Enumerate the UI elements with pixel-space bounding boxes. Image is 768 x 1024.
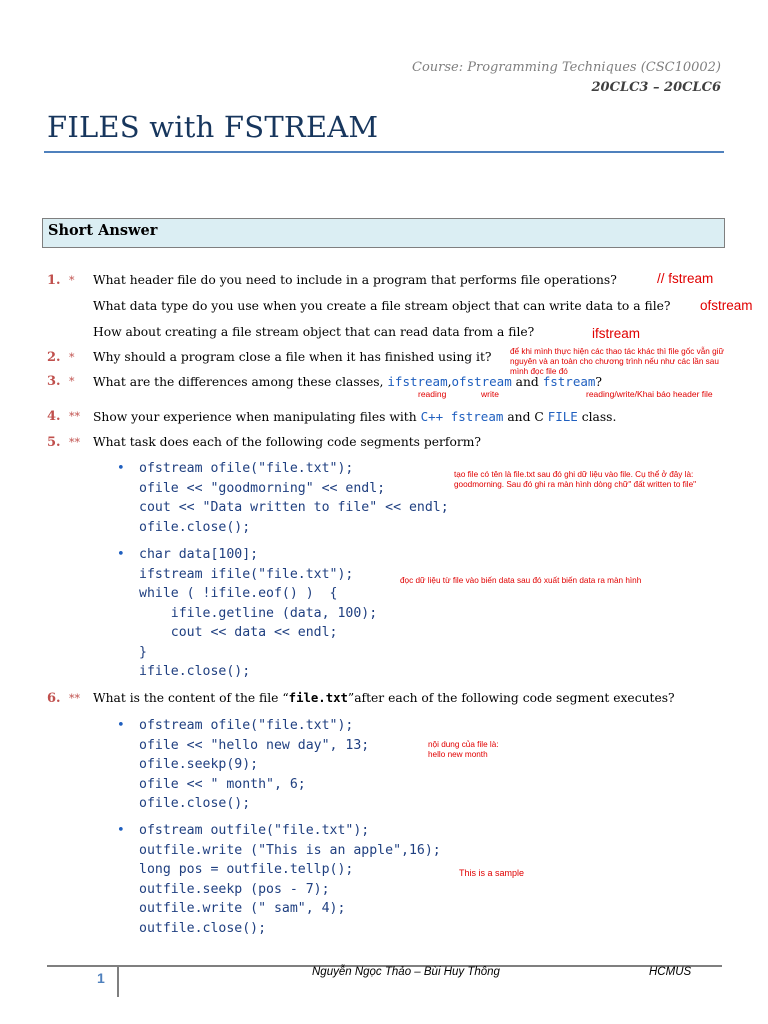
q3-note-header: reading/write/Khai báo header file [586, 389, 713, 399]
q5-note-1-line2: goodmorning. Sau đó ghi ra màn hình dòng chữ" đất written to file" [454, 480, 697, 489]
q5-text: What task does each of the following code segments perform? [93, 435, 482, 449]
q4-file: FILE [547, 409, 578, 424]
q6-note-2: This is a sample [459, 868, 525, 878]
q4-cpp-fstream: C++ fstream [420, 409, 504, 424]
q6-code-1: ofstream ofile("file.txt"); ofile << "hello new day", 13; ofile.seekp(9); ofile << " month", 6; ofile.close(); [139, 718, 370, 811]
page-title: FILES with FSTREAM [47, 110, 379, 144]
q6-note-1-line2: hello new month [428, 750, 488, 759]
q3-text-main: What are the differences among these classes, [93, 375, 384, 389]
q4-text [93, 409, 616, 424]
q2-answer-line3: mình đọc file đó [510, 367, 568, 376]
q1-answer1: // fstream [657, 271, 714, 286]
q1-answer2: ofstream [700, 298, 753, 313]
q6-note-1 [428, 740, 499, 760]
q3-star: * [69, 375, 75, 388]
footer-school: HCMUS [649, 966, 692, 978]
q1-answer3: ifstream [592, 326, 641, 341]
q2-number: 2. [47, 350, 61, 365]
q3-text [93, 374, 602, 389]
q1-line1: What header file do you need to include in a program that performs file operations? [93, 273, 617, 287]
q6-star: ** [69, 692, 80, 705]
q5-code-2: char data[100]; ifstream ifile("file.txt"); while ( !ifile.eof() ) { ifile.getline (data, 100); cout << data << endl; } ifile.close(); [139, 547, 378, 679]
q5-note-2: đọc dữ liệu từ file vào biến data sau đó xuất biến data ra màn hình [400, 576, 642, 585]
course-header [412, 58, 721, 98]
page-number: 1 [97, 970, 105, 986]
q5-bullet-2: • [117, 547, 125, 562]
q3-number: 3. [47, 374, 61, 389]
q4-text-main: Show your experience when manipulating files with [93, 410, 417, 424]
q6-filename: file.txt [288, 691, 348, 705]
q6-number: 6. [47, 691, 61, 706]
q6-bullet-2: • [117, 823, 125, 838]
q5-code-1: ofstream ofile("file.txt"); ofile << "goodmorning" << endl; cout << "Data written to file" << endl; ofile.close(); [139, 461, 449, 535]
course-name: Course: Programming Techniques (CSC10002) [412, 60, 721, 75]
q2-answer-line2: nguyên và an toàn cho chương trình nếu như các lần sau [510, 357, 719, 366]
q3-class-ofstream: ofstream [451, 374, 512, 389]
q3-note-reading: reading [418, 389, 447, 399]
q5-star: ** [69, 436, 80, 449]
q2-answer-line1: để khi mình thực hiện các thao tác khác thì file gốc vẫn giữ [510, 347, 724, 356]
q4-number: 4. [47, 409, 61, 424]
q6-note-1-line1: nội dung của file là: [428, 740, 499, 749]
q1-number: 1. [47, 273, 61, 288]
q5-note-1 [454, 470, 696, 490]
q6-bullet-1: • [117, 718, 125, 733]
q6-text-a: What is the content of the file “ [93, 691, 289, 705]
q4-star: ** [69, 410, 80, 423]
q1-line2: What data type do you use when you create a file stream object that can write data to a file? [93, 299, 671, 313]
q3-class-ifstream: ifstream [387, 374, 448, 389]
q1-star: * [69, 274, 75, 287]
q2-answer [510, 347, 724, 377]
q3-class-fstream: fstream [542, 374, 596, 389]
course-classes: 20CLC3 – 20CLC6 [591, 80, 721, 95]
q5-note-1-line1: tạo file có tên là file.txt sau đó ghi dữ liệu vào file. Cụ thể ở đây là: [454, 470, 694, 479]
q3-end: ? [595, 375, 602, 389]
q2-star: * [69, 351, 75, 364]
q3-and: and [515, 375, 539, 389]
q6-text [93, 691, 675, 705]
q4-end: class. [581, 410, 617, 424]
q4-and: and C [507, 410, 544, 424]
title-divider [44, 151, 724, 153]
q6-text-b: ”after each of the following code segment executes? [347, 691, 675, 705]
footer-authors: Nguyễn Ngọc Thảo – Bùi Huy Thông [312, 966, 500, 978]
q1-line3: How about creating a file stream object that can read data from a file? [93, 325, 535, 339]
q6-code-2: ofstream outfile("file.txt"); outfile.write ("This is an apple",16); long pos = outfile.tellp(); outfile.seekp (pos - 7); outfile.write (" sam", 4); outfile.close(); [139, 823, 441, 936]
q5-number: 5. [47, 435, 61, 450]
q3-sep: , [447, 375, 452, 389]
section-title: Short Answer [48, 222, 158, 239]
q2-text: Why should a program close a file when it has finished using it? [93, 350, 492, 364]
q3-note-write: write [481, 389, 499, 399]
page-number-bar [117, 965, 119, 997]
q5-bullet-1: • [117, 461, 125, 476]
